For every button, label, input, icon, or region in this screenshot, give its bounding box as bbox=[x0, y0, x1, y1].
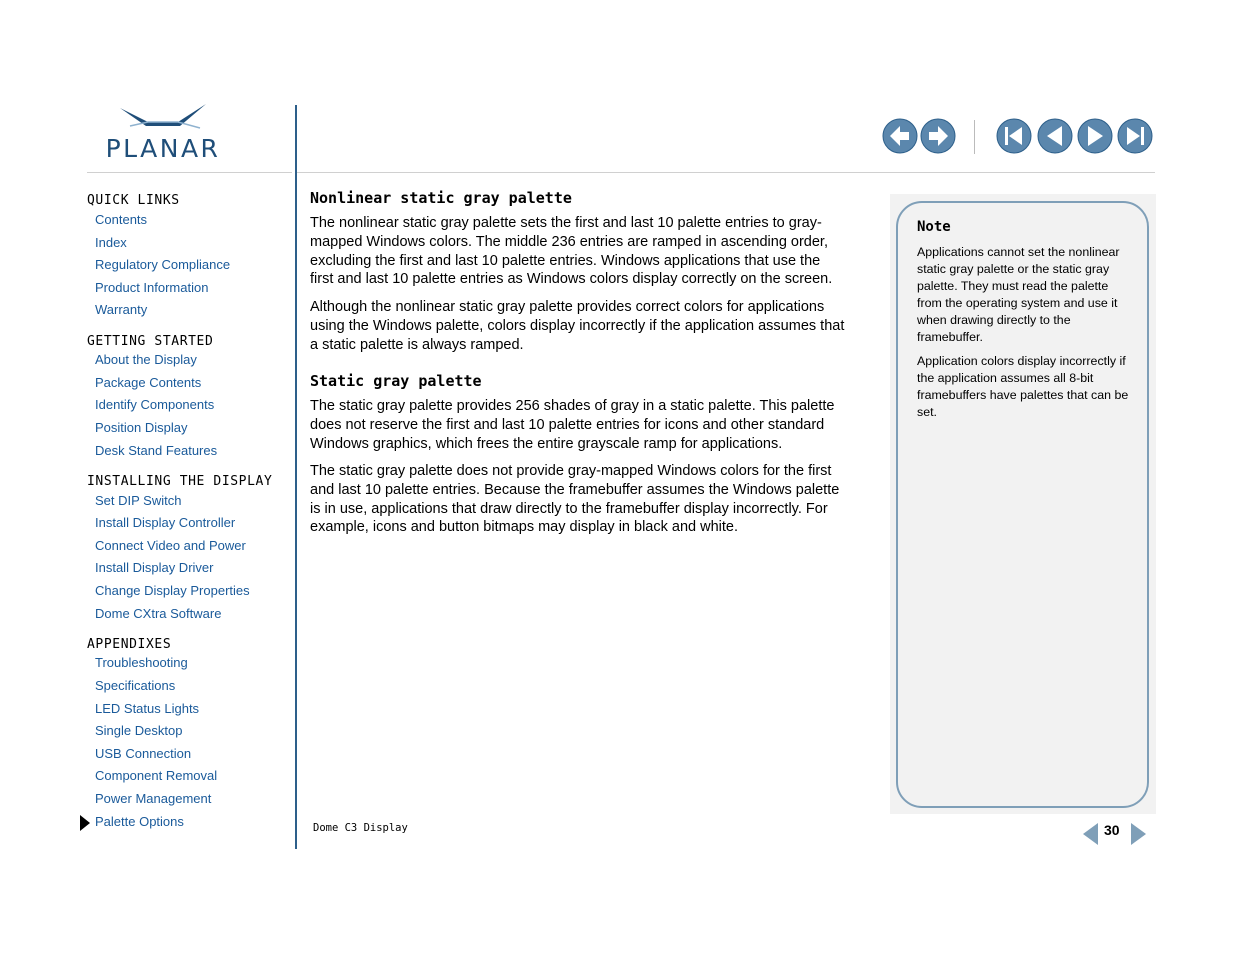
sidebar-item-install-display-controller[interactable]: Install Display Controller bbox=[95, 515, 236, 530]
page-next-arrow-icon[interactable] bbox=[1131, 823, 1146, 845]
last-page-button[interactable] bbox=[1117, 118, 1153, 154]
previous-page-icon bbox=[1037, 118, 1073, 154]
page-number: 30 bbox=[1104, 822, 1120, 838]
back-button[interactable] bbox=[882, 118, 918, 154]
previous-page-button[interactable] bbox=[1037, 118, 1073, 154]
sidebar-section-installing: INSTALLING THE DISPLAY bbox=[87, 474, 273, 489]
forward-arrow-icon bbox=[920, 118, 956, 154]
vertical-divider bbox=[295, 105, 297, 849]
sidebar-item-connect-video-and-power[interactable]: Connect Video and Power bbox=[95, 538, 246, 553]
sidebar-item-regulatory-compliance[interactable]: Regulatory Compliance bbox=[95, 257, 231, 272]
planar-logo-mark bbox=[88, 102, 238, 162]
sidebar-item-dome-cxtra-software[interactable]: Dome CXtra Software bbox=[95, 606, 222, 621]
sidebar-item-single-desktop[interactable]: Single Desktop bbox=[95, 723, 183, 738]
sidebar-item-palette-options[interactable]: Palette Options bbox=[95, 814, 184, 829]
paragraph-nonlinear-1: The nonlinear static gray palette sets the first and last 10 palette entries to gray-mapped Windows colors. The middle 236 entries are ramped in ascending order, excluding the first and last 10 palette entries. Windows applications that use the first and last 10 palette entries as Windows colors display correctly on the screen. bbox=[310, 215, 833, 288]
first-page-button[interactable] bbox=[996, 118, 1032, 154]
planar-logo bbox=[88, 102, 238, 162]
sidebar-item-index[interactable]: Index bbox=[95, 235, 127, 250]
nav-separator bbox=[974, 120, 975, 154]
logo-text: PLANAR bbox=[105, 134, 221, 162]
next-page-button[interactable] bbox=[1077, 118, 1113, 154]
sidebar-item-troubleshooting[interactable]: Troubleshooting bbox=[95, 655, 188, 670]
sidebar-item-position-display[interactable]: Position Display bbox=[95, 420, 188, 435]
sidebar-item-about-the-display[interactable]: About the Display bbox=[95, 352, 197, 367]
sidebar-section-getting-started: GETTING STARTED bbox=[87, 334, 214, 349]
sidebar-header-divider bbox=[87, 172, 292, 173]
sidebar-item-usb-connection[interactable]: USB Connection bbox=[95, 746, 192, 761]
sidebar-item-package-contents[interactable]: Package Contents bbox=[95, 375, 202, 390]
page-previous-arrow-icon[interactable] bbox=[1083, 823, 1098, 845]
paragraph-static-1: The static gray palette provides 256 shades of gray in a static palette. This palette does not reserve the first and last 10 palette entries for icons and other standard Windows graphics, which frees the entire grayscale ramp for applications. bbox=[310, 398, 835, 452]
sidebar-item-warranty[interactable]: Warranty bbox=[95, 302, 148, 317]
sidebar-item-identify-components[interactable]: Identify Components bbox=[95, 397, 215, 412]
header-divider bbox=[297, 172, 1155, 173]
footer-document-title: Dome C3 Display bbox=[313, 822, 408, 834]
sidebar-item-contents[interactable]: Contents bbox=[95, 212, 148, 227]
sidebar-item-product-information[interactable]: Product Information bbox=[95, 280, 209, 295]
sidebar-item-specifications[interactable]: Specifications bbox=[95, 678, 176, 693]
sidebar-section-quick-links: QUICK LINKS bbox=[87, 193, 180, 208]
sidebar-section-appendixes: APPENDIXES bbox=[87, 637, 172, 652]
sidebar-item-component-removal[interactable]: Component Removal bbox=[95, 768, 218, 783]
next-page-icon bbox=[1077, 118, 1113, 154]
first-page-icon bbox=[996, 118, 1032, 154]
sidebar-item-led-status-lights[interactable]: LED Status Lights bbox=[95, 701, 200, 716]
note-paragraph-1: Applications cannot set the nonlinear static gray palette or the static gray palette. They must read the palette from the operating system and use it when drawing directly to the framebuffer. bbox=[917, 245, 1120, 344]
sidebar-item-install-display-driver[interactable]: Install Display Driver bbox=[95, 560, 214, 575]
sidebar-item-set-dip-switch[interactable]: Set DIP Switch bbox=[95, 493, 182, 508]
last-page-icon bbox=[1117, 118, 1153, 154]
sidebar-item-power-management[interactable]: Power Management bbox=[95, 791, 212, 806]
section-heading-static: Static gray palette bbox=[310, 372, 482, 390]
note-paragraph-2: Application colors display incorrectly if the application assumes all 8-bit framebuffers have palettes that can be set. bbox=[917, 354, 1129, 419]
back-arrow-icon bbox=[882, 118, 918, 154]
paragraph-nonlinear-2: Although the nonlinear static gray palette provides correct colors for applications using the Windows palette, colors display incorrectly if the application assumes that a static palette is always ramped. bbox=[310, 299, 845, 353]
section-heading-nonlinear: Nonlinear static gray palette bbox=[310, 189, 572, 207]
paragraph-static-2: The static gray palette does not provide gray-mapped Windows colors for the first and last 10 palette entries. Because the framebuffer assumes the Windows palette is in use, applications that draw directly to the framebuffer display incorrectly. For example, icons and button bitmaps may display in black and white. bbox=[310, 463, 840, 536]
sidebar-item-desk-stand-features[interactable]: Desk Stand Features bbox=[95, 443, 218, 458]
forward-button[interactable] bbox=[920, 118, 956, 154]
note-title: Note bbox=[917, 219, 951, 235]
sidebar-item-change-display-properties[interactable]: Change Display Properties bbox=[95, 583, 250, 598]
current-page-marker-icon bbox=[80, 815, 90, 831]
